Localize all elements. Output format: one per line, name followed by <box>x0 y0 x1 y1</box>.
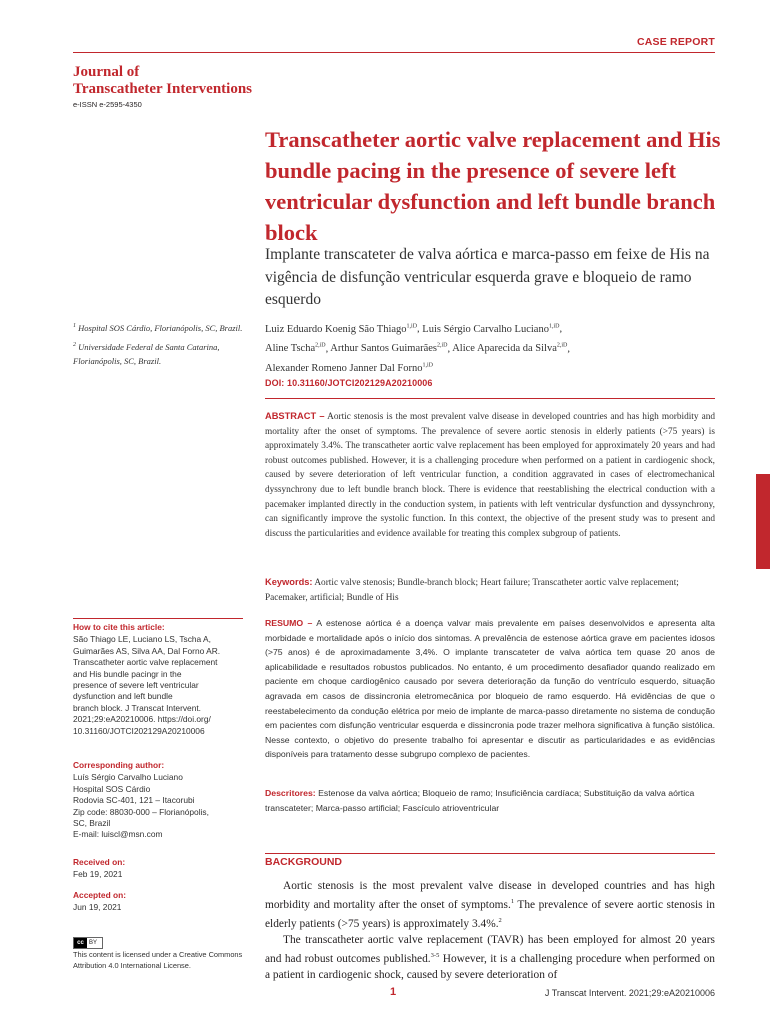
descritores-text: Estenose da valva aórtica; Bloqueio de ramo; Insuficiência cardíaca; Substituição da valva aórtica transcateter; Marca-passo artificial; Fascículo atrioventricular <box>265 788 695 813</box>
article-title: Transcatheter aortic valve replacement and His bundle pacing in the presence of severe left ventricular dysfunction and left bundle branch block <box>265 127 721 245</box>
author[interactable]: Alice Aparecida da Silva$^{2,iD}$ <box>452 342 568 354</box>
cc-license-badge[interactable] <box>73 937 103 949</box>
corresponding-author-heading: Corresponding author: <box>73 760 165 770</box>
background-paragraph: The transcatheter aortic valve replacement (TAVR) has been employed for almost 20 years and had robust outcomes published.$^{3-5}$ However, it is a challenging procedure when performed on a patient in cardiogenic shock, caused by severe deterioration of <box>265 934 715 982</box>
journal-eissn: e-ISSN e-2595-4350 <box>73 100 142 109</box>
abstract <box>265 409 715 541</box>
article-title-portuguese: Implante transcateter de valva aórtica e marca-passo em feixe de His na vigência de disfunção ventricular esquerda grave e bloqueio de ramo esquerdo <box>265 246 710 308</box>
how-to-cite-heading: How to cite this article: <box>73 622 165 632</box>
corresponding-author: Corresponding author: Luís Sérgio Carvalho Luciano Hospital SOS Cárdio Rodovia SC-401, 121 – Itacorubi Zip code: 88030-000 – Florianópolis, SC, Brazil E-mail: luiscl@msn.com <box>73 760 248 841</box>
doi-link[interactable]: DOI: 10.31160/JOTCI202129A20210006 <box>265 378 433 388</box>
author[interactable]: Arthur Santos Guimarães$^{2,iD}$ <box>330 342 448 354</box>
keywords <box>265 575 715 605</box>
section-side-tab <box>756 474 770 569</box>
descritores <box>265 786 715 815</box>
author[interactable]: Aline Tscha$^{2,iD}$ <box>265 342 326 354</box>
resumo-text: A estenose aórtica é a doença valvar mais prevalente em países desenvolvidos e apresenta alta morbidade e mortalidade após o início dos sintomas. A prevalência de estenose aórtica grave em pacientes idosos (>75 anos) é de aproximadamente 3,4%. O implante transcateter de valva aórtica tem quase 20 anos de aplicabilidade e resultados robustos publicados. No entanto, é um procedimento desafiador quando realizado em paciente em choque cardiogênico causado por severa deterioração da função do ventrículo esquerdo, situação agravada em casos de dissincronia eletromecânica por bloqueio de ramo esquerdo. Há evidências de que o reestabelecimento da condução elétrica por meio de implante de marca-passo diretamente no sistema de condução em pacientes com disfunção ventricular esquerda e dissincronia pode trazer melhora significativa à função sistólica. Nesse contexto, o objetivo do presente trabalho foi apresentar e discutir as particularidades e as evidências disponíveis para tratamento desse subgrupo complexo de pacientes. <box>265 618 715 760</box>
journal-name-line2: Transcatheter Interventions <box>73 81 253 97</box>
descritores-label: Descritores: <box>265 788 316 798</box>
header-divider <box>73 52 715 53</box>
background-divider <box>265 853 715 854</box>
affiliation-2: $^2$ Universidade Federal de Santa Catarina, Florianópolis, SC, Brazil. <box>73 342 220 366</box>
resumo <box>265 616 715 762</box>
citation-doi-link[interactable]: 10.31160/JOTCI202129A20210006 <box>73 725 205 736</box>
footer-citation: J Transcat Intervent. 2021;29:eA20210006 <box>544 988 715 998</box>
citation-ref[interactable]: 1 <box>510 898 515 906</box>
author[interactable]: Luiz Eduardo Koenig São Thiago$^{1,iD}$ <box>265 323 418 335</box>
author-email-link[interactable]: E-mail: luiscl@msn.com <box>73 829 163 840</box>
cc-by-label: BY <box>89 940 98 946</box>
received-date: Received on: Feb 19, 2021 <box>73 857 126 880</box>
sidebar-divider <box>73 618 243 619</box>
citation-doi-link[interactable]: 2021;29:eA20210006. https://doi.org/ <box>73 714 211 725</box>
background-heading: BACKGROUND <box>265 856 342 868</box>
keywords-text: Aortic valve stenosis; Bundle-branch block; Heart failure; Transcatheter aortic valve replacement; Pacemaker, artificial; Bundle of His <box>265 578 679 603</box>
background-paragraph: Aortic stenosis is the most prevalent valve disease in developed countries and has high morbidity and mortality after the onset of symptoms.$^1$ The prevalence of severe aortic stenosis in elderly patients (>75 years) is approximately 3.4%.$^2$ <box>265 880 716 930</box>
article-type-label: CASE REPORT <box>636 36 715 48</box>
author-list: Luiz Eduardo Koenig São Thiago$^{1,iD}$, Luis Sérgio Carvalho Luciano$^{1,iD}$, Aline Tscha$^{2,iD}$, Arthur Santos Guimarães$^{2,iD}$, Alice Aparecida da Silva$^{2,iD}$, Alexander Romeno Janner Dal Forno$^{1,iD}$ <box>265 323 570 374</box>
resumo-label: RESUMO – <box>265 618 313 628</box>
doi-divider <box>265 398 715 399</box>
license-text: This content is licensed under a Creative Commons Attribution 4.0 International License. <box>73 950 243 970</box>
abstract-text: Aortic stenosis is the most prevalent valve disease in developed countries and has high morbidity and mortality after the onset of symptoms. The prevalence of severe aortic stenosis in elderly patients (>75 years) is approximately 3.4%. The transcatheter aortic valve replacement has been employed for approximately 20 years and had robust outcomes published. However, it is a challenging procedure when performed on a patient in cardiogenic shock, caused by severe deterioration of left ventricular function, a condition aggravated in cases of electromechanical dyssynchrony due to left bundle branch block. There is evidence that reestablishing the electrical conduction with a pacemaker implanted directly in the conduction system, in patients with left ventricular dysfunction and dyssynchrony, can significantly improve the systolic function. In this context, the objective of the present study was to present and discuss the particularities and evidence available for treating this complex subgroup of patients. <box>265 412 715 539</box>
keywords-label: Keywords: <box>265 577 313 587</box>
background-body <box>265 878 715 984</box>
accepted-date: Accepted on: Jun 19, 2021 <box>73 890 127 913</box>
author[interactable]: Alexander Romeno Janner Dal Forno$^{1,iD}$ <box>265 362 433 374</box>
abstract-label: ABSTRACT – <box>265 411 325 421</box>
page-number: 1 <box>390 986 397 998</box>
journal-name <box>73 64 252 98</box>
cc-icon: cc <box>74 938 87 948</box>
journal-name-line1: Journal of <box>73 64 140 80</box>
author[interactable]: Luis Sérgio Carvalho Luciano$^{1,iD}$ <box>422 323 560 335</box>
affiliation-1: $^1$ Hospital SOS Cárdio, Florianópolis, SC, Brazil. <box>73 322 243 333</box>
affiliations <box>73 320 258 372</box>
citation-ref[interactable]: 2 <box>498 917 502 925</box>
how-to-cite: How to cite this article: São Thiago LE, Luciano LS, Tscha A, Guimarães AS, Silva AA, Dal Forno AR. Transcatheter aortic valve replacement and His bundle pacingr in the presence of severe left ventricular dysfunction and left bundle branch block. J Transcat Intervent. 2021;29:eA20210006. https://doi.org/ 10.31160/JOTCI202129A20210006 <box>73 622 248 737</box>
citation-ref[interactable]: 3-5 <box>430 952 440 960</box>
